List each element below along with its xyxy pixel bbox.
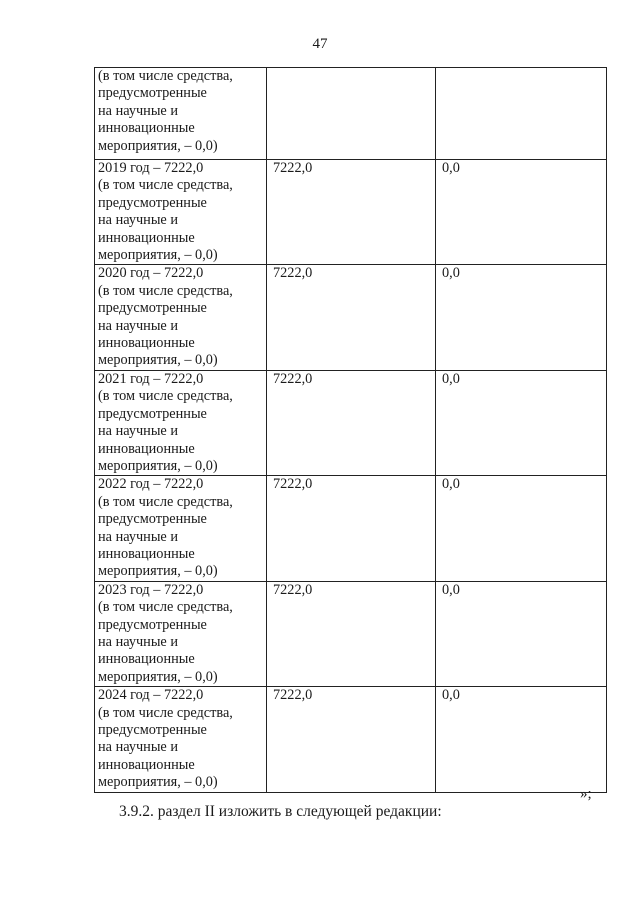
other-amount-cell: 0,0 (436, 265, 607, 370)
budget-amount-cell: 7222,0 (267, 476, 436, 581)
table-row (95, 68, 607, 160)
funding-description-line: на научные и (98, 633, 179, 650)
budget-amount-cell (267, 68, 436, 160)
budget-amount-cell: 7222,0 (267, 687, 436, 792)
funding-description-line: инновационные (98, 651, 195, 668)
funding-description-line: на научные и (98, 212, 179, 229)
funding-description-line: 2024 год – 7222,0 (98, 687, 204, 704)
funding-description-line: мероприятия, – 0,0) (98, 774, 218, 791)
other-amount-cell (436, 68, 607, 160)
funding-description-line: предусмотренные (98, 511, 207, 528)
other-amount-cell: 0,0 (436, 687, 607, 792)
funding-description-line: мероприятия, – 0,0) (98, 668, 218, 685)
funding-description-line: на научные и (98, 102, 179, 119)
funding-description-line: инновационные (98, 229, 195, 246)
funding-description-line: 2021 год – 7222,0 (98, 370, 204, 387)
funding-description-line: инновационные (98, 545, 195, 562)
funding-description-cell (95, 581, 267, 686)
next-section-paragraph: 3.9.2. раздел II изложить в следующей редакции: (119, 803, 442, 820)
funding-description-line: (в том числе средства, (98, 493, 233, 510)
funding-description-line: инновационные (98, 335, 195, 352)
budget-amount-cell: 7222,0 (267, 581, 436, 686)
funding-description-cell (95, 160, 267, 265)
budget-amount-cell: 7222,0 (267, 160, 436, 265)
funding-description-line: мероприятия, – 0,0) (98, 457, 218, 474)
funding-description-line: инновационные (98, 440, 195, 457)
other-amount-cell: 0,0 (436, 581, 607, 686)
funding-description-line: предусмотренные (98, 405, 207, 422)
table-row (95, 687, 607, 792)
funding-description-line: предусмотренные (98, 85, 207, 102)
closing-quote: »; (580, 786, 592, 802)
funding-description-line: 2023 год – 7222,0 (98, 581, 204, 598)
funding-description-cell (95, 370, 267, 475)
funding-description-line: (в том числе средства, (98, 704, 233, 721)
table-row (95, 581, 607, 686)
funding-description-line: предусмотренные (98, 616, 207, 633)
funding-description-line: мероприятия, – 0,0) (98, 137, 218, 154)
funding-description-line: 2020 год – 7222,0 (98, 265, 204, 282)
funding-description-cell (95, 476, 267, 581)
funding-description-line: (в том числе средства, (98, 68, 233, 84)
budget-amount-cell: 7222,0 (267, 370, 436, 475)
funding-description-line: на научные и (98, 528, 179, 545)
funding-description-line: предусмотренные (98, 300, 207, 317)
funding-description-cell (95, 687, 267, 792)
funding-description-line: (в том числе средства, (98, 282, 233, 299)
funding-description-line: инновационные (98, 756, 195, 773)
funding-description-line: мероприятия, – 0,0) (98, 563, 218, 580)
funding-description-line: (в том числе средства, (98, 388, 233, 405)
budget-amount-cell: 7222,0 (267, 265, 436, 370)
table-row (95, 476, 607, 581)
funding-description-line: предусмотренные (98, 194, 207, 211)
other-amount-cell: 0,0 (436, 160, 607, 265)
table-row (95, 370, 607, 475)
funding-description-line: на научные и (98, 317, 179, 334)
funding-description-line: на научные и (98, 739, 179, 756)
funding-description-line: мероприятия, – 0,0) (98, 352, 218, 369)
funding-description-line: предусмотренные (98, 722, 207, 738)
table-row (95, 160, 607, 265)
other-amount-cell: 0,0 (436, 370, 607, 475)
funding-description-line: 2019 год – 7222,0 (98, 160, 204, 176)
funding-description-line: (в том числе средства, (98, 177, 233, 194)
page-number: 47 (312, 36, 328, 52)
funding-description-line: 2022 год – 7222,0 (98, 476, 204, 493)
funding-description-cell (95, 265, 267, 370)
funding-description-line: на научные и (98, 423, 179, 440)
funding-description-cell (95, 68, 267, 160)
table-row (95, 265, 607, 370)
funding-description-line: (в том числе средства, (98, 599, 233, 616)
other-amount-cell: 0,0 (436, 476, 607, 581)
funding-description-line: инновационные (98, 120, 195, 137)
budget-table-body (95, 68, 607, 793)
budget-table (94, 67, 607, 793)
funding-description-line: мероприятия, – 0,0) (98, 247, 218, 264)
